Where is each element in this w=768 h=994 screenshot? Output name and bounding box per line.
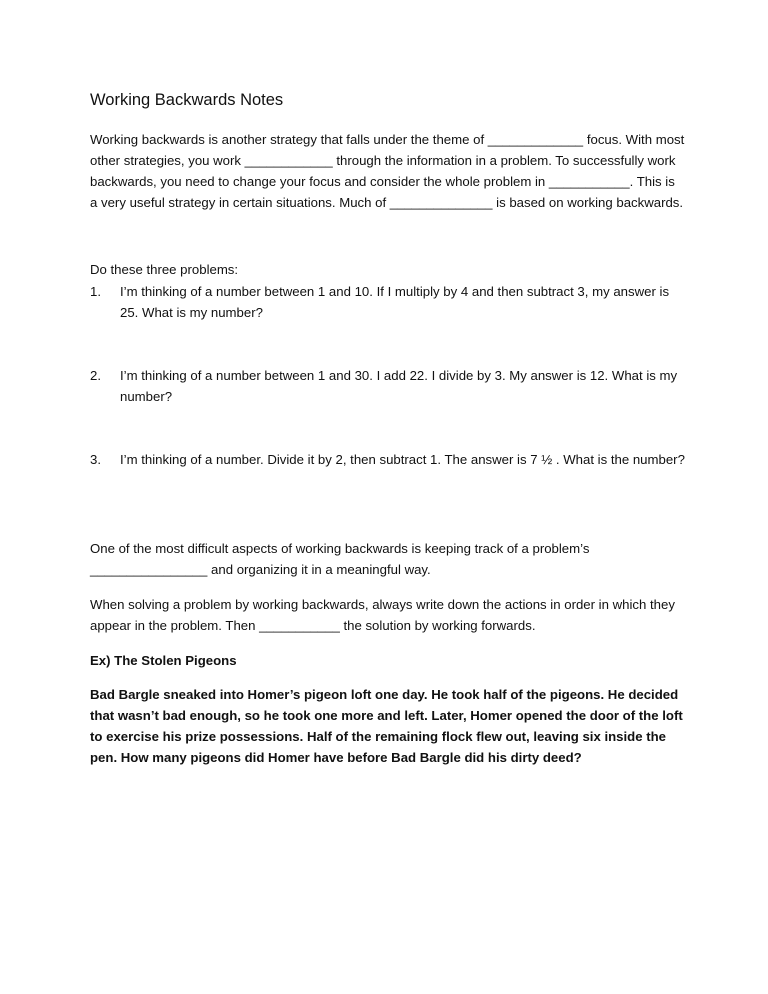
solving-paragraph [90,594,690,636]
fill-blank-4: ______________ [389,195,493,210]
fill-blank-1: _____________ [487,132,584,147]
intro-text-3: through the information in a problem. To successfully work backwards, you need to change your focus and consider the whole problem in [90,153,676,189]
problem-item [90,449,690,470]
fill-blank-3: ___________ [548,174,630,189]
fill-blank-2: ____________ [244,153,333,168]
solving-text-2: the solution by working forwards. [339,618,536,633]
intro-text-2: focus. With most other strategies, you work [90,132,685,168]
problem-text: I’m thinking of a number between 1 and 10. If I multiply by 4 and then subtract 3, my answer is 25. What is my number? [120,284,670,320]
fill-blank-6: ___________ [259,618,340,633]
difficulty-text-2: and organizing it in a meaningful way. [207,562,431,577]
problem-item [90,281,690,323]
example-title: Ex) The Stolen Pigeons [90,653,237,668]
problem-number: 2. [90,368,101,383]
intro-text-4: . This is a very useful strategy in certain situations. Much of [90,174,675,210]
instructions-text: Do these three problems: [90,262,239,277]
difficulty-text-1: One of the most difficult aspects of working backwards is keeping track of a problem’s [90,541,590,556]
problem-number: 1. [90,284,101,299]
problem-text: I’m thinking of a number between 1 and 30. I add 22. I divide by 3. My answer is 12. What is my number? [120,368,678,404]
intro-paragraph [90,129,685,213]
intro-text-1: Working backwards is another strategy that falls under the theme of [90,132,488,147]
page-title: Working Backwards Notes [90,91,284,109]
problem-item [90,365,690,407]
problem-text: I’m thinking of a number. Divide it by 2, then subtract 1. The answer is 7 ½ . What is the number? [120,452,685,467]
example-problem: Bad Bargle sneaked into Homer’s pigeon loft one day. He took half of the pigeons. He decided that wasn’t bad enough, so he took one more and left. Later, Homer opened the door of the loft to exercise his prize possessions. Half of the remaining flock flew out, leaving six inside the pen. How many pigeons did Homer have before Bad Bargle did his dirty deed? [90,687,683,765]
difficulty-paragraph [90,538,690,580]
solving-text-1: When solving a problem by working backwards, always write down the actions in order in which they appear in the problem. Then [90,597,675,633]
fill-blank-5: ________________ [90,562,208,577]
intro-text-5: is based on working backwards. [492,195,684,210]
problem-number: 3. [90,452,101,467]
